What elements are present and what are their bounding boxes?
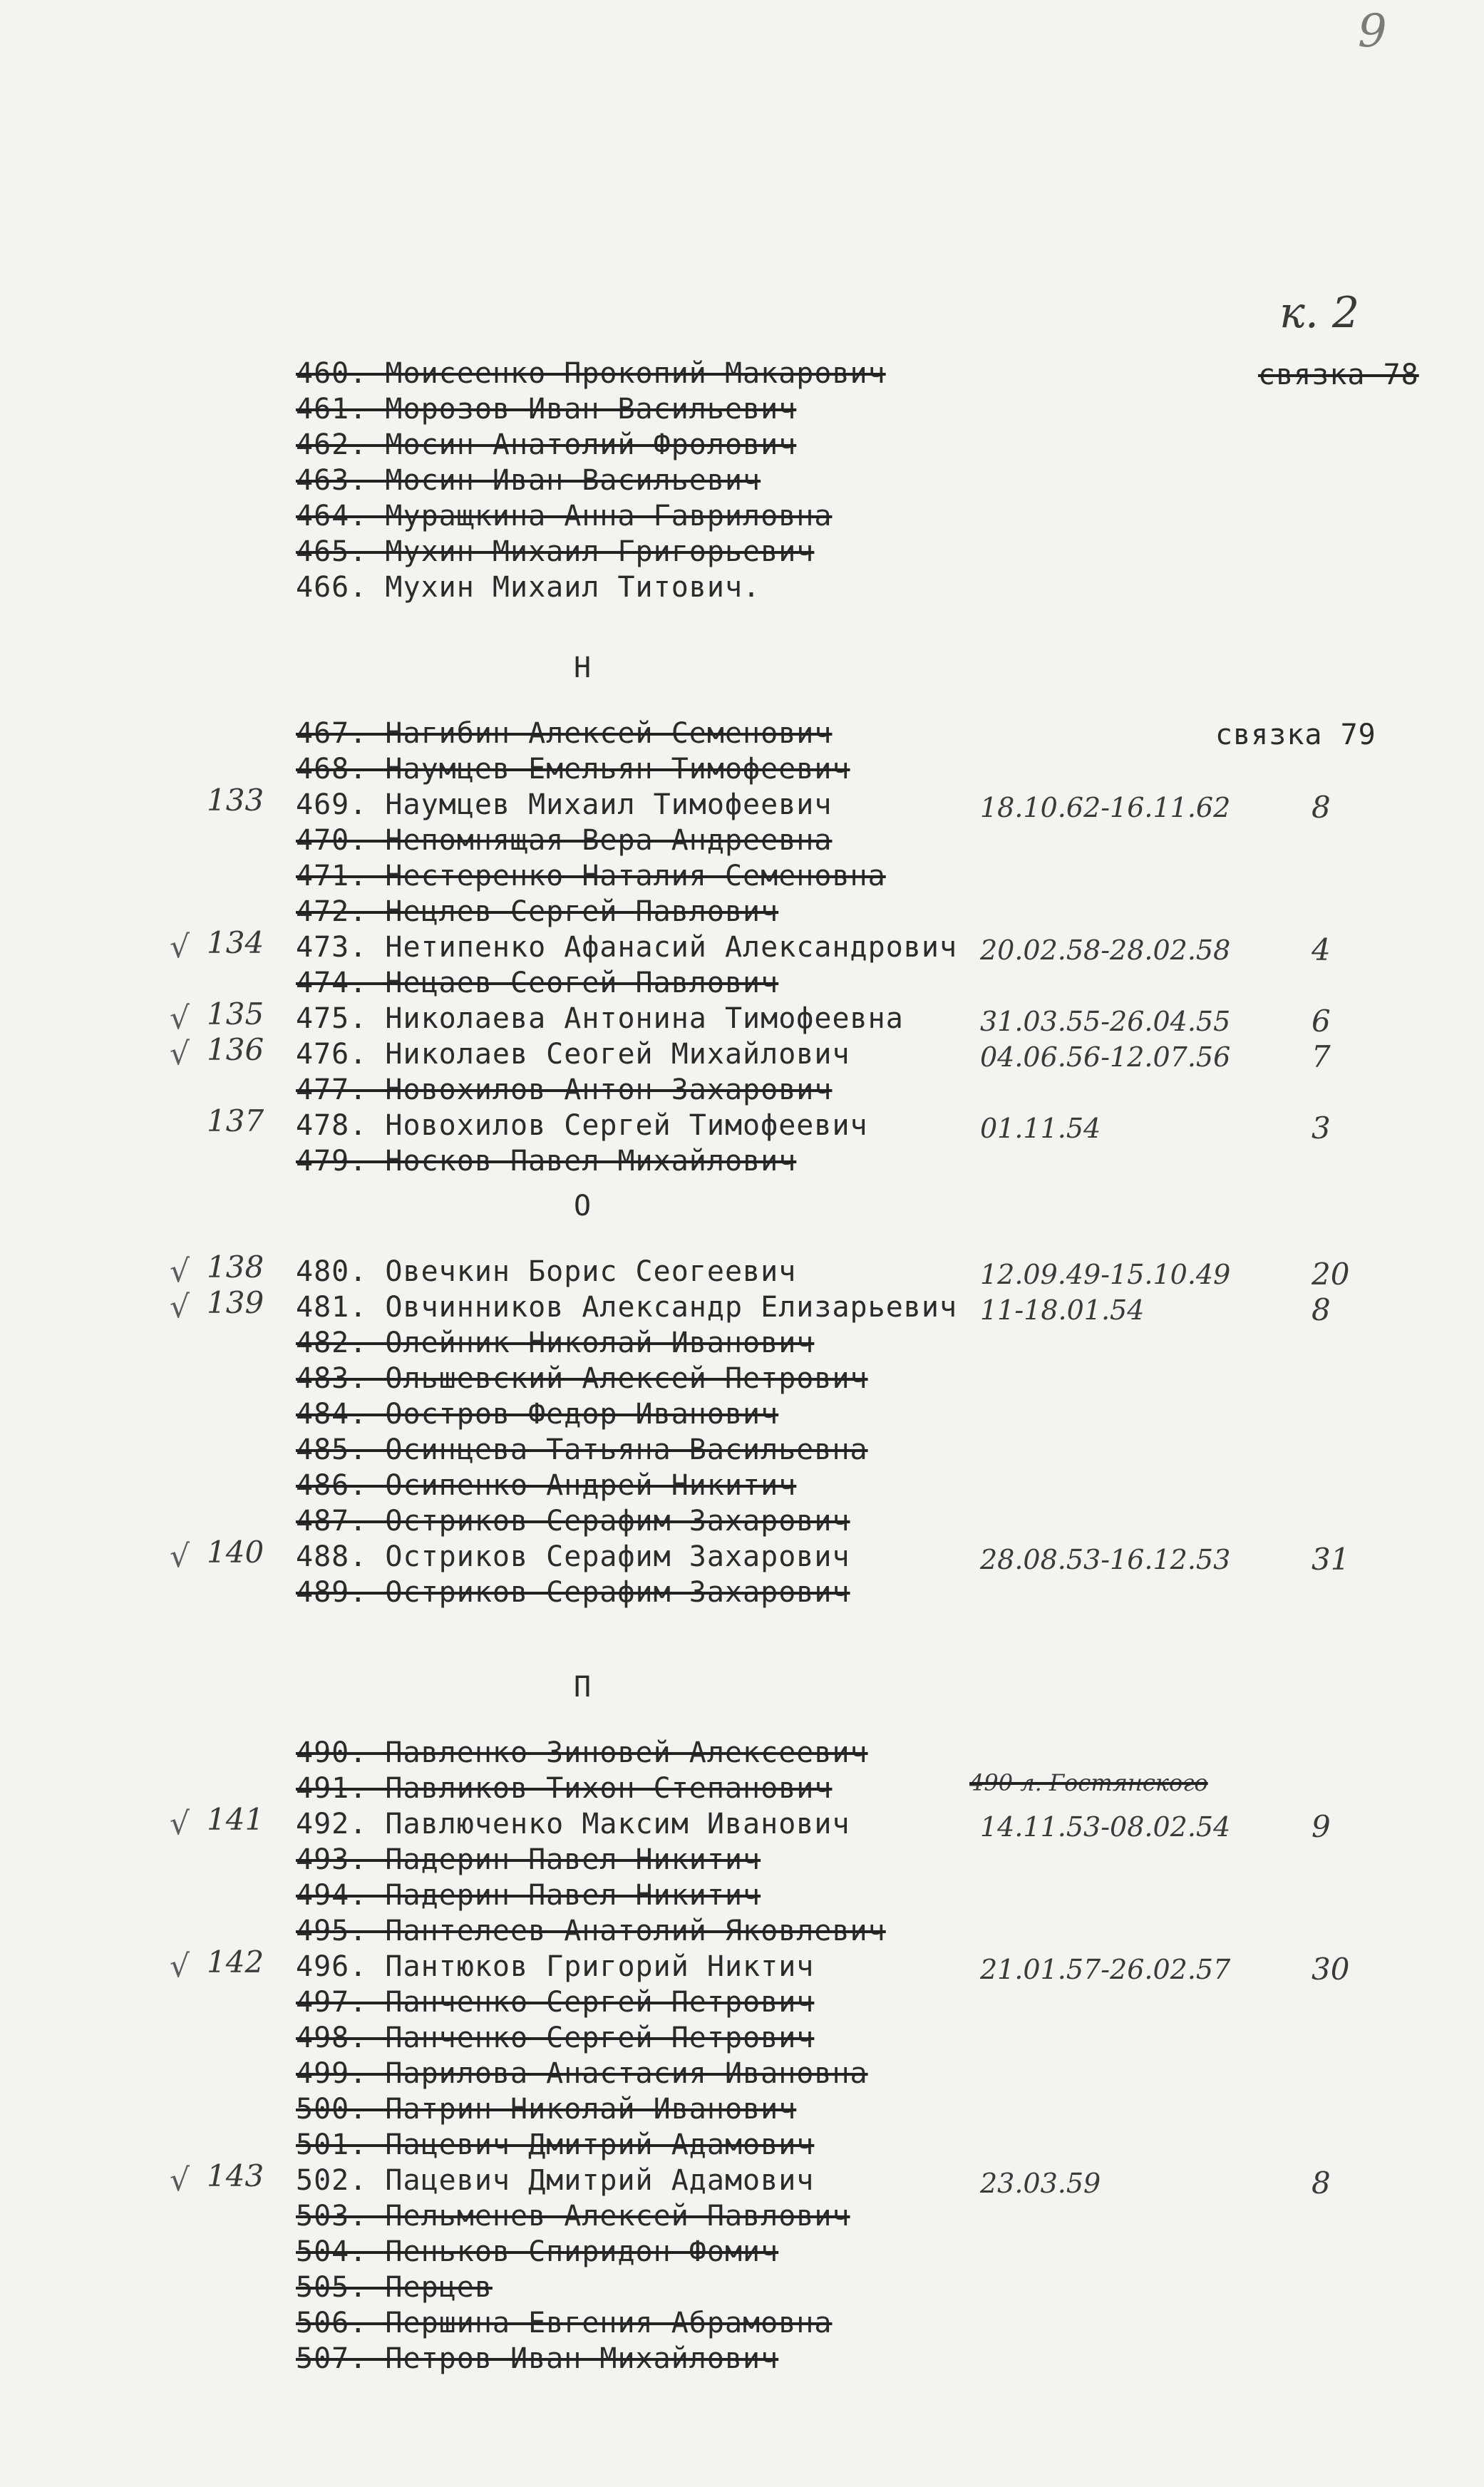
list-entry: 474. Нецаев Сеогей Павлович bbox=[296, 967, 779, 999]
list-entry: 497. Панченко Сергей Петрович bbox=[296, 1986, 815, 2019]
case-number: 143 bbox=[207, 2158, 264, 2193]
list-entry: 494. Падерин Павел Никитич bbox=[296, 1879, 761, 1912]
list-entry: 501. Пацевич Дмитрий Адамович bbox=[296, 2128, 815, 2161]
case-number: 140 bbox=[207, 1535, 264, 1570]
date-range: 14.11.53-08.02.54 bbox=[980, 1811, 1231, 1843]
list-entry: 479. Носков Павел Михайлович bbox=[296, 1145, 797, 1178]
sheet-count: 8 bbox=[1312, 2166, 1331, 2200]
list-entry: 478. Новохилов Сергей Тимофеевич bbox=[296, 1109, 868, 1142]
list-entry: 492. Павлюченко Максим Иванович bbox=[296, 1808, 850, 1840]
date-range: 01.11.54 bbox=[980, 1113, 1101, 1144]
list-entry: 461. Морозов Иван Васильевич bbox=[296, 393, 797, 426]
sheet-count: 4 bbox=[1312, 932, 1331, 967]
list-entry: 507. Петров Иван Михайлович bbox=[296, 2342, 779, 2375]
bundle-label: связка 78 bbox=[1258, 359, 1419, 391]
case-number: 137 bbox=[207, 1103, 264, 1138]
list-entry: 467. Нагибин Алексей Семенович bbox=[296, 717, 833, 750]
list-entry: 485. Осинцева Татьяна Васильевна bbox=[296, 1433, 868, 1466]
list-entry: 504. Пеньков Спиридон Фомич bbox=[296, 2235, 779, 2268]
case-number: 134 bbox=[207, 925, 264, 960]
date-range: 20.02.58-28.02.58 bbox=[980, 934, 1231, 966]
date-range: 12.09.49-15.10.49 bbox=[980, 1259, 1231, 1290]
list-entry: 496. Пантюков Григорий Никтич bbox=[296, 1950, 815, 1983]
case-number: 136 bbox=[207, 1032, 264, 1067]
date-range: 23.03.59 bbox=[980, 2168, 1101, 2199]
check-mark: √ bbox=[170, 1948, 190, 1984]
date-range: 21.01.57-26.02.57 bbox=[980, 1954, 1231, 1985]
list-entry: 498. Панченко Сергей Петрович bbox=[296, 2022, 815, 2054]
check-mark: √ bbox=[170, 1000, 190, 1036]
case-number: 141 bbox=[207, 1802, 264, 1837]
list-entry: 489. Остриков Серафим Захарович bbox=[296, 1576, 850, 1609]
list-entry: 491. Павликов Тихон Степанович bbox=[296, 1772, 833, 1805]
list-entry: 503. Пельменев Алексей Павлович bbox=[296, 2200, 850, 2233]
check-mark: √ bbox=[170, 1806, 190, 1842]
sheet-count: 20 bbox=[1312, 1257, 1350, 1292]
list-entry: 466. Мухин Михаил Титович. bbox=[296, 571, 761, 604]
sheet-count: 7 bbox=[1312, 1039, 1331, 1074]
list-entry: 472. Нецлев Сергей Павлович bbox=[296, 895, 779, 928]
check-mark: √ bbox=[170, 1538, 190, 1575]
list-entry: 506. Першина Евгения Абрамовна bbox=[296, 2307, 833, 2339]
check-mark: √ bbox=[170, 1253, 190, 1289]
sheet-count: 3 bbox=[1312, 1111, 1331, 1145]
list-entry: 470. Непомнящая Вера Андреевна bbox=[296, 824, 833, 857]
case-number: 139 bbox=[207, 1285, 264, 1320]
sheet-count: 31 bbox=[1312, 1542, 1350, 1577]
check-mark: √ bbox=[170, 1036, 190, 1072]
list-entry: 473. Нетипенко Афанасий Александрович bbox=[296, 931, 958, 964]
list-entry: 484. Оостров Федор Иванович bbox=[296, 1398, 779, 1431]
list-entry: 469. Наумцев Михаил Тимофеевич bbox=[296, 788, 833, 821]
list-entry: 481. Овчинников Александр Елизарьевич bbox=[296, 1291, 958, 1324]
list-entry: 500. Патрин Николай Иванович bbox=[296, 2093, 797, 2126]
date-range: 28.08.53-16.12.53 bbox=[980, 1544, 1231, 1575]
list-entry: 460. Моисеенко Прокопий Макарович bbox=[296, 357, 886, 390]
list-entry: 490. Павленко Зиновей Алексеевич bbox=[296, 1736, 868, 1769]
list-entry: 493. Падерин Павел Никитич bbox=[296, 1843, 761, 1876]
list-entry: 463. Мосин Иван Васильевич bbox=[296, 464, 761, 497]
sheet-count: 6 bbox=[1312, 1004, 1331, 1039]
list-entry: 486. Осипенко Андрей Никитич bbox=[296, 1469, 797, 1502]
check-mark: √ bbox=[170, 2162, 190, 2198]
date-range: 18.10.62-16.11.62 bbox=[980, 792, 1231, 823]
list-entry: 477. Новохилов Антон Захарович bbox=[296, 1073, 833, 1106]
list-entry: 505. Перцев bbox=[296, 2271, 493, 2304]
date-range: 31.03.55-26.04.55 bbox=[980, 1006, 1231, 1037]
sheet-count: 9 bbox=[1312, 1809, 1331, 1844]
case-number: 142 bbox=[207, 1945, 264, 1979]
list-entry: 482. Олейник Николай Иванович bbox=[296, 1327, 815, 1359]
case-number: 133 bbox=[207, 783, 264, 818]
list-entry: 468. Наумцев Емельян Тимофеевич bbox=[296, 753, 850, 786]
list-entry: 471. Нестеренко Наталия Семеновна bbox=[296, 860, 886, 892]
check-mark: √ bbox=[170, 929, 190, 965]
list-entry: 476. Николаев Сеогей Михайлович bbox=[296, 1038, 850, 1071]
list-entry: 495. Пантелеев Анатолий Яковлевич bbox=[296, 1915, 886, 1947]
list-entry: 462. Мосин Анатолий Фролович bbox=[296, 428, 797, 461]
check-mark: √ bbox=[170, 1289, 190, 1325]
list-entry: 487. Остриков Серафим Захарович bbox=[296, 1505, 850, 1538]
section-letter: Н bbox=[574, 652, 592, 684]
list-entry: 499. Парилова Анастасия Ивановна bbox=[296, 2057, 868, 2090]
date-range: 04.06.56-12.07.56 bbox=[980, 1041, 1231, 1073]
list-entry: 465. Мухин Михаил Григорьевич bbox=[296, 535, 815, 568]
list-entry: 502. Пацевич Дмитрий Адамович bbox=[296, 2164, 815, 2197]
margin-note: 490 л. Гостянского bbox=[969, 1769, 1208, 1796]
sheet-count: 30 bbox=[1312, 1952, 1350, 1987]
list-entry: 488. Остриков Серафим Захарович bbox=[296, 1540, 850, 1573]
list-entry: 480. Овечкин Борис Сеогеевич bbox=[296, 1255, 797, 1288]
section-letter: О bbox=[574, 1190, 592, 1222]
case-number: 138 bbox=[207, 1250, 264, 1284]
page-number: 9 bbox=[1358, 5, 1387, 58]
sheet-count: 8 bbox=[1312, 1292, 1331, 1327]
list-entry: 483. Ольшевский Алексей Петрович bbox=[296, 1362, 868, 1395]
section-letter: П bbox=[574, 1671, 592, 1704]
box-label: к. 2 bbox=[1279, 288, 1360, 338]
date-range: 11-18.01.54 bbox=[980, 1294, 1145, 1326]
list-entry: 475. Николаева Антонина Тимофеевна bbox=[296, 1002, 904, 1035]
case-number: 135 bbox=[207, 997, 264, 1031]
bundle-label: связка 79 bbox=[1215, 719, 1376, 751]
sheet-count: 8 bbox=[1312, 790, 1331, 825]
list-entry: 464. Муращкина Анна Гавриловна bbox=[296, 500, 833, 532]
